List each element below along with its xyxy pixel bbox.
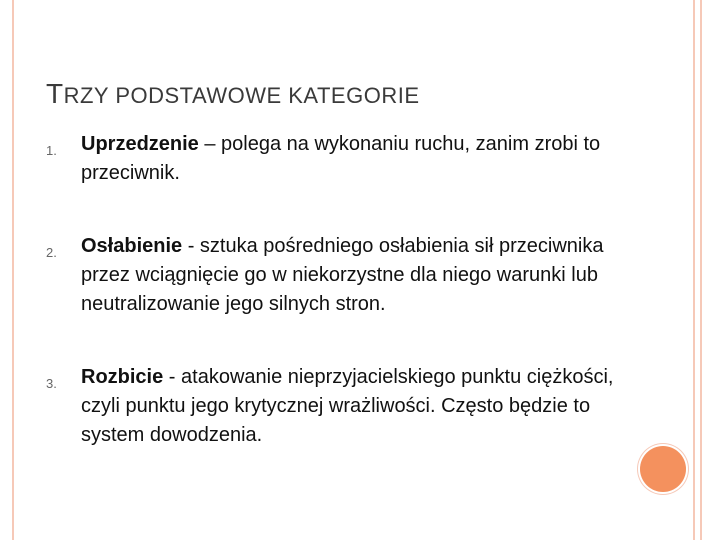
list-item-text: - sztuka pośredniego osłabienia sił przeciwnika przez wciągnięcie go w niekorzystne dla niego warunki lub neutralizowanie jego silnych stron. — [81, 235, 604, 315]
list-item — [46, 130, 646, 188]
category-list — [46, 130, 646, 450]
list-item-text: – polega na wykonaniu ruchu, zanim zrobi to przeciwnik. — [81, 133, 601, 184]
list-item-text: - atakowanie nieprzyjacielskiego punktu ciężkości, czyli punktu jego krytycznej wrażliwości. Często będzie to system dowodzenia. — [81, 366, 614, 446]
list-item-number: 2. — [46, 245, 57, 260]
list-item-term: Rozbicie — [81, 366, 164, 388]
slide-title — [46, 78, 420, 110]
list-item — [46, 363, 646, 450]
title-rest: RZY PODSTAWOWE KATEGORIE — [63, 83, 420, 108]
list-item-term: Uprzedzenie — [81, 133, 199, 155]
list-item-term: Osłabienie — [81, 235, 183, 257]
slide-frame-right-rule — [700, 0, 702, 540]
list-item-number: 1. — [46, 143, 57, 158]
list-item — [46, 232, 646, 319]
list-item-number: 3. — [46, 376, 57, 391]
decorative-circle-icon — [640, 446, 686, 492]
title-first-letter: T — [46, 78, 64, 109]
